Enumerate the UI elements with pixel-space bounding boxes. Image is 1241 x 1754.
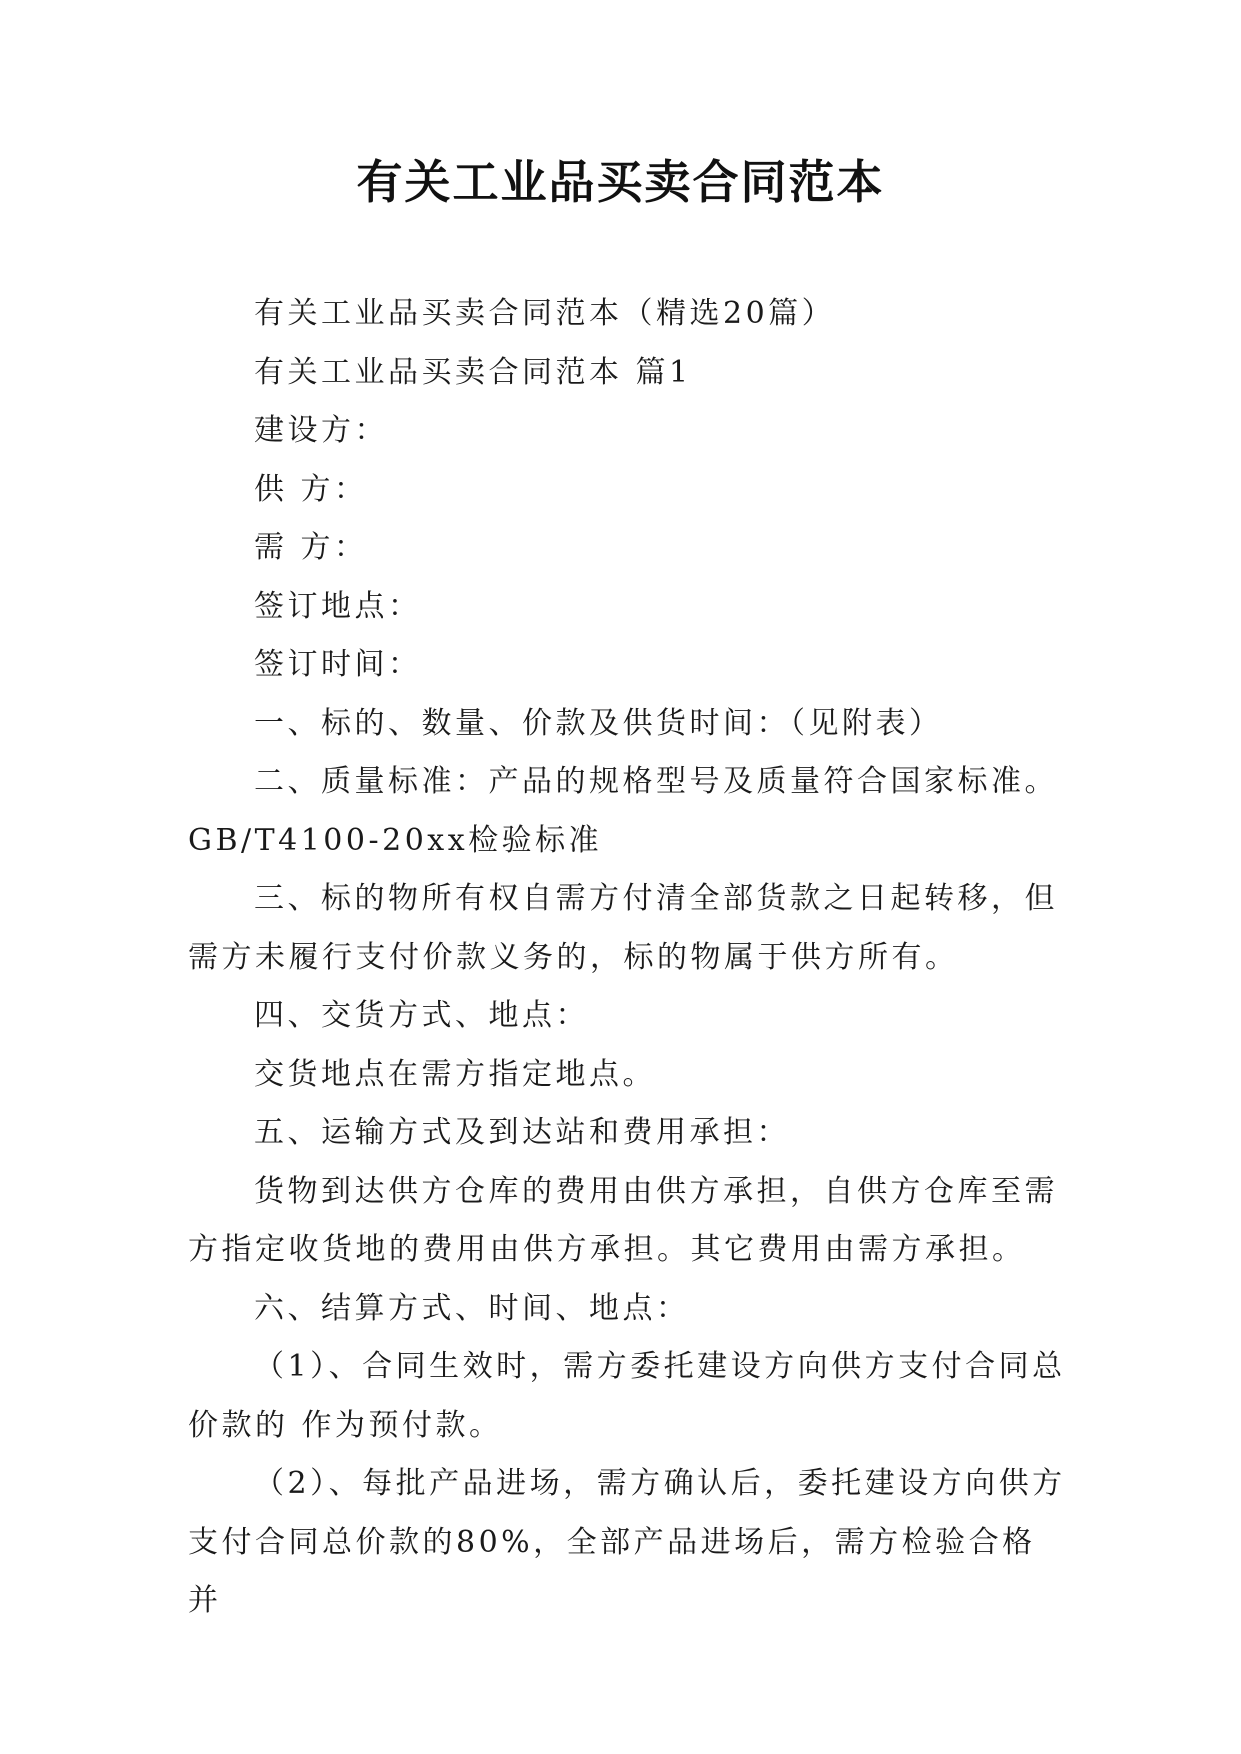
document-body — [188, 285, 1068, 1631]
paragraph: 签订地点： — [254, 588, 422, 624]
paragraph: 货物到达供方仓库的费用由供方承担，自供方仓库至需方指定收货地的费用由供方承担。其它费用由需方承担。 — [188, 1173, 1058, 1267]
paragraph: 有关工业品买卖合同范本 篇1 — [254, 354, 692, 390]
paragraph: （1）、合同生效时，需方委托建设方向供方支付合同总价款的 作为预付款。 — [188, 1349, 1066, 1443]
paragraph: 三、标的物所有权自需方付清全部货款之日起转移，但需方未履行支付价款义务的，标的物属于供方所有。 — [188, 881, 1058, 975]
paragraph: 交货地点在需方指定地点。 — [254, 1056, 656, 1092]
paragraph: （2）、每批产品进场，需方确认后，委托建设方向供方支付合同总价款的80%，全部产品进场后，需方检验合格并 — [188, 1466, 1066, 1618]
paragraph: 供 方： — [254, 471, 368, 507]
paragraph: 有关工业品买卖合同范本（精选20篇） — [254, 296, 836, 331]
paragraph: 需 方： — [254, 530, 368, 565]
paragraph: 四、交货方式、地点： — [254, 998, 589, 1033]
paragraph: 六、结算方式、时间、地点： — [254, 1290, 690, 1326]
paragraph: 建设方： — [254, 413, 388, 448]
paragraph: 二、质量标准：产品的规格型号及质量符合国家标准。GB/T4100-20xx检验标准 — [188, 764, 1058, 858]
paragraph: 签订时间： — [254, 647, 422, 682]
paragraph: 五、运输方式及到达站和费用承担： — [254, 1115, 790, 1150]
document-title: 有关工业品买卖合同范本 — [356, 155, 885, 209]
paragraph: 一、标的、数量、价款及供货时间：（见附表） — [254, 705, 943, 741]
